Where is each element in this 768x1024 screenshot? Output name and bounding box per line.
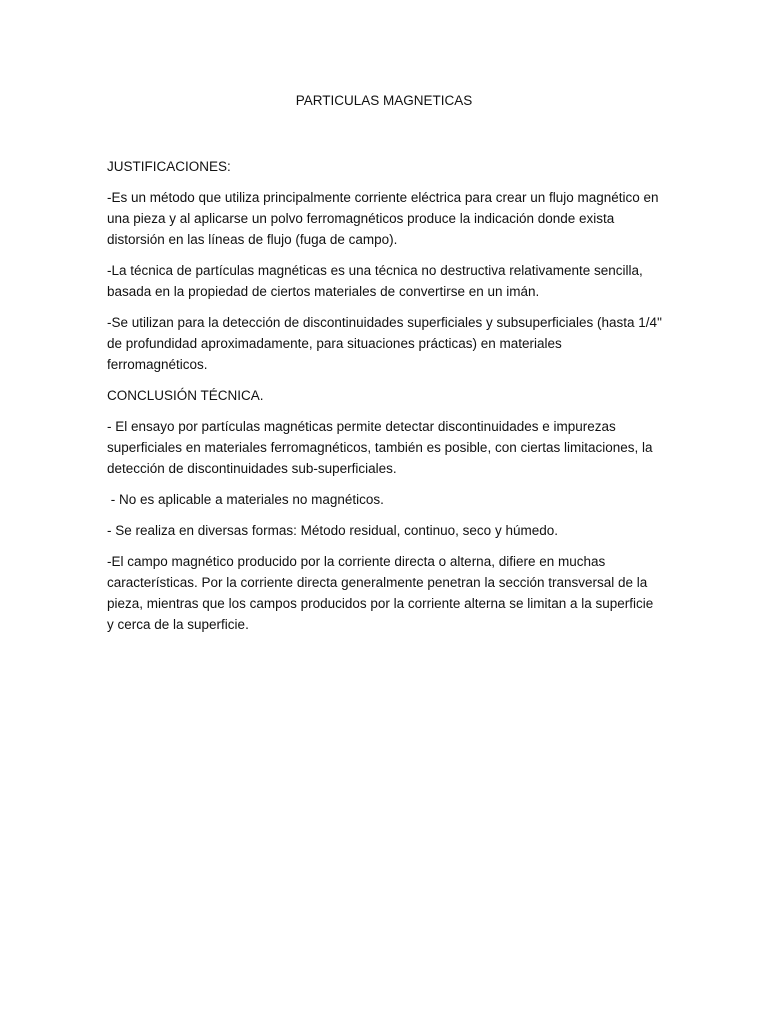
conclusion-paragraph-4: -El campo magnético producido por la corriente directa o alterna, difiere en muchas características. Por la corriente directa generalmente penetran la sección transversal de la pieza, mientras que los campos producidos por la corriente alterna se limitan a la superficie y cerca de la superficie. (107, 554, 658, 632)
conclusion-paragraph-1: - El ensayo por partículas magnéticas permite detectar discontinuidades e impurezas superficiales en materiales ferromagnéticos, también es posible, con ciertas limitaciones, la detección de discontinuidades sub-superficiales. (107, 419, 657, 476)
document-body (107, 156, 666, 645)
conclusion-heading: CONCLUSIÓN TÉCNICA. (107, 388, 264, 403)
justificacion-paragraph-2: -La técnica de partículas magnéticas es una técnica no destructiva relativamente sencilla, basada en la propiedad de ciertos materiales de convertirse en un imán. (107, 263, 647, 299)
justificacion-paragraph-3: -Se utilizan para la detección de discontinuidades superficiales y subsuperficiales (hasta 1/4" de profundidad aproximadamente, para situaciones prácticas) en materiales ferromagnéticos. (107, 315, 666, 372)
conclusion-paragraph-3: - Se realiza en diversas formas: Método residual, continuo, seco y húmedo. (107, 523, 558, 538)
justificaciones-heading: JUSTIFICACIONES: (107, 159, 231, 174)
conclusion-paragraph-2: - No es aplicable a materiales no magnéticos. (107, 492, 384, 507)
justificacion-paragraph-1: -Es un método que utiliza principalmente corriente eléctrica para crear un flujo magnético en una pieza y al aplicarse un polvo ferromagnéticos produce la indicación donde exista distorsión en las líneas de flujo (fuga de campo). (107, 190, 663, 247)
document-title: PARTICULAS MAGNETICAS (295, 93, 473, 108)
